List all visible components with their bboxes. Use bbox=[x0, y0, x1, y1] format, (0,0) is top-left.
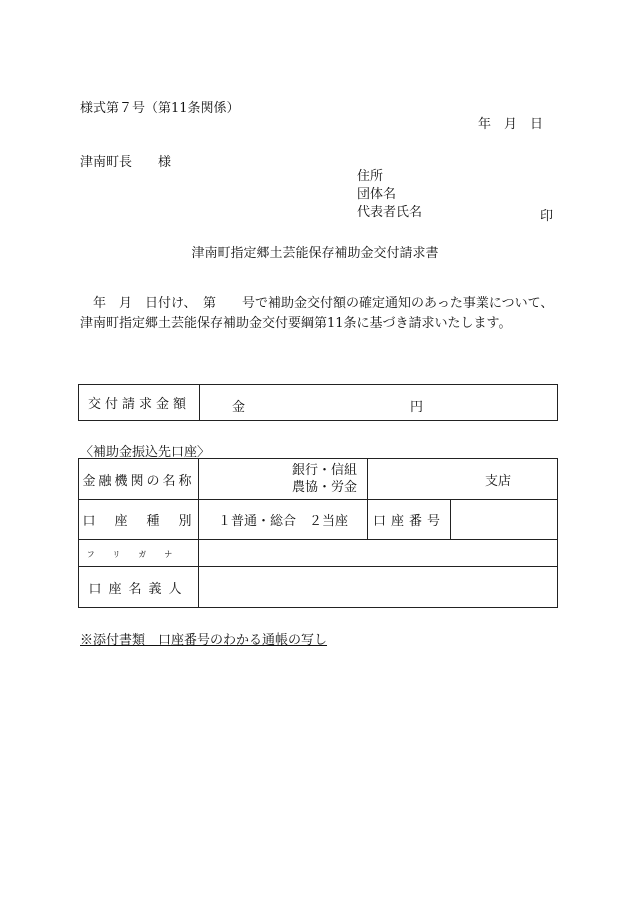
account-holder-field[interactable] bbox=[199, 567, 558, 608]
amount-field[interactable] bbox=[200, 385, 558, 421]
amount-label: 交付請求金額 bbox=[79, 385, 200, 421]
furigana-field[interactable] bbox=[199, 540, 558, 567]
institution-type-1: 銀行・信組 bbox=[291, 463, 357, 478]
document-title: 津南町指定郷土芸能保存補助金交付請求書 bbox=[191, 246, 439, 261]
request-body-text: 年 月 日付け、 第 号で補助金交付額の確定通知のあった事業について、津南町指定郷土芸能保存補助金交付要綱第11条に基づき請求いたします。 bbox=[80, 296, 554, 331]
applicant-block bbox=[357, 168, 422, 222]
amount-table bbox=[78, 384, 558, 421]
account-type-value: １普通・総合 ２当座 bbox=[217, 514, 348, 529]
institution-label: 金融機関の名称 bbox=[79, 459, 199, 500]
branch-field[interactable] bbox=[368, 459, 558, 500]
furigana-label: フリガナ bbox=[79, 540, 199, 567]
account-number-label: 口座番号 bbox=[368, 500, 451, 540]
attachment-note: ※添付書類 口座番号のわかる通帳の写し bbox=[80, 633, 328, 648]
account-type-field[interactable] bbox=[199, 500, 368, 540]
amount-prefix: 金 bbox=[232, 400, 246, 415]
address-label: 住所 bbox=[357, 169, 384, 184]
account-holder-label: 口座名義人 bbox=[79, 567, 199, 608]
bank-caption: 〈補助金振込先口座〉 bbox=[80, 445, 211, 460]
date-line: 年 月 日 bbox=[478, 117, 544, 132]
form-number: 様式第７号（第11条関係） bbox=[80, 101, 240, 116]
account-number-field[interactable] bbox=[451, 500, 558, 540]
addressee: 津南町長 様 bbox=[80, 155, 172, 170]
institution-type-2: 農協・労金 bbox=[291, 480, 357, 495]
institution-type-field[interactable] bbox=[199, 459, 368, 500]
amount-unit: 円 bbox=[410, 400, 424, 415]
branch-label: 支店 bbox=[484, 473, 511, 489]
bank-table bbox=[78, 458, 558, 608]
account-type-label: 口 座 種 別 bbox=[79, 500, 199, 540]
organization-label: 団体名 bbox=[357, 187, 397, 202]
representative-label: 代表者氏名 bbox=[357, 205, 423, 220]
seal-mark: 印 bbox=[540, 209, 554, 224]
